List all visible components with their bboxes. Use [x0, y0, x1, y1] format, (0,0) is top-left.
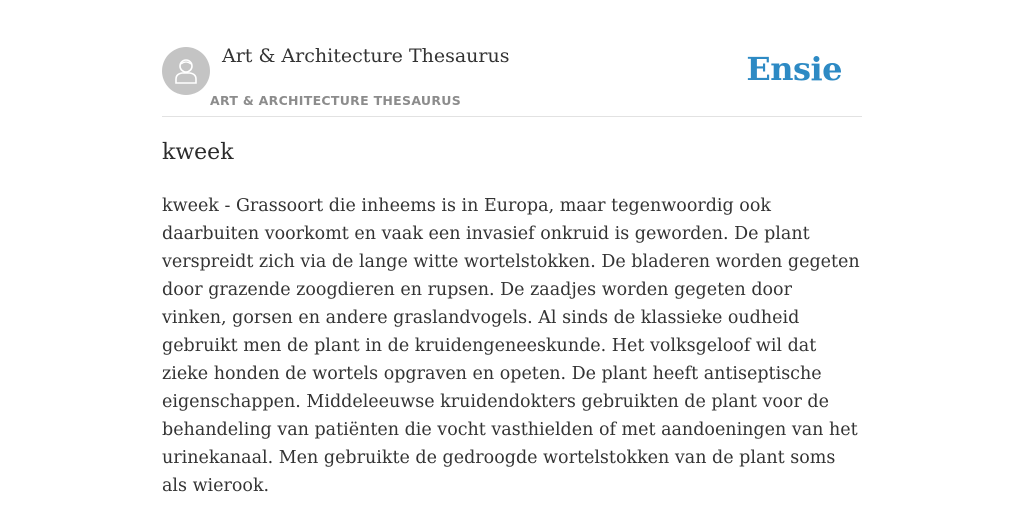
avatar[interactable]	[162, 47, 210, 95]
brand-logo[interactable]: Ensie	[746, 50, 842, 88]
entry-term: kweek	[162, 140, 234, 165]
entry-definition: kweek - Grassoort die inheems is in Europa, maar tegenwoordig ook daarbuiten voorkomt en vaak een invasief onkruid is geworden. De plant verspreidt zich via de lange witte wortelstokken. De bladeren worden gegeten door grazende zoogdieren en rupsen. De zaadjes worden gegeten door vinken, gorsen en andere graslandvogels. Al sinds de klassieke oudheid gebruikt men de plant in de kruidengeneeskunde. Het volksgeloof wil dat zieke honden de wortels opgraven en opeten. De plant heeft antiseptische eigenschappen. Middeleeuwse kruidendokters gebruikten de plant voor de behandeling van patiënten die vocht vasthielden of met aandoeningen van het urinekanaal. Men gebruikte de gedroogde wortelstokken van de plant soms als wierook.	[162, 196, 860, 496]
source-title[interactable]: Art & Architecture Thesaurus	[222, 45, 510, 67]
user-icon	[173, 57, 199, 85]
source-subtitle: ART & ARCHITECTURE THESAURUS	[210, 93, 462, 108]
card-header	[162, 0, 862, 117]
definition-card	[162, 0, 862, 512]
